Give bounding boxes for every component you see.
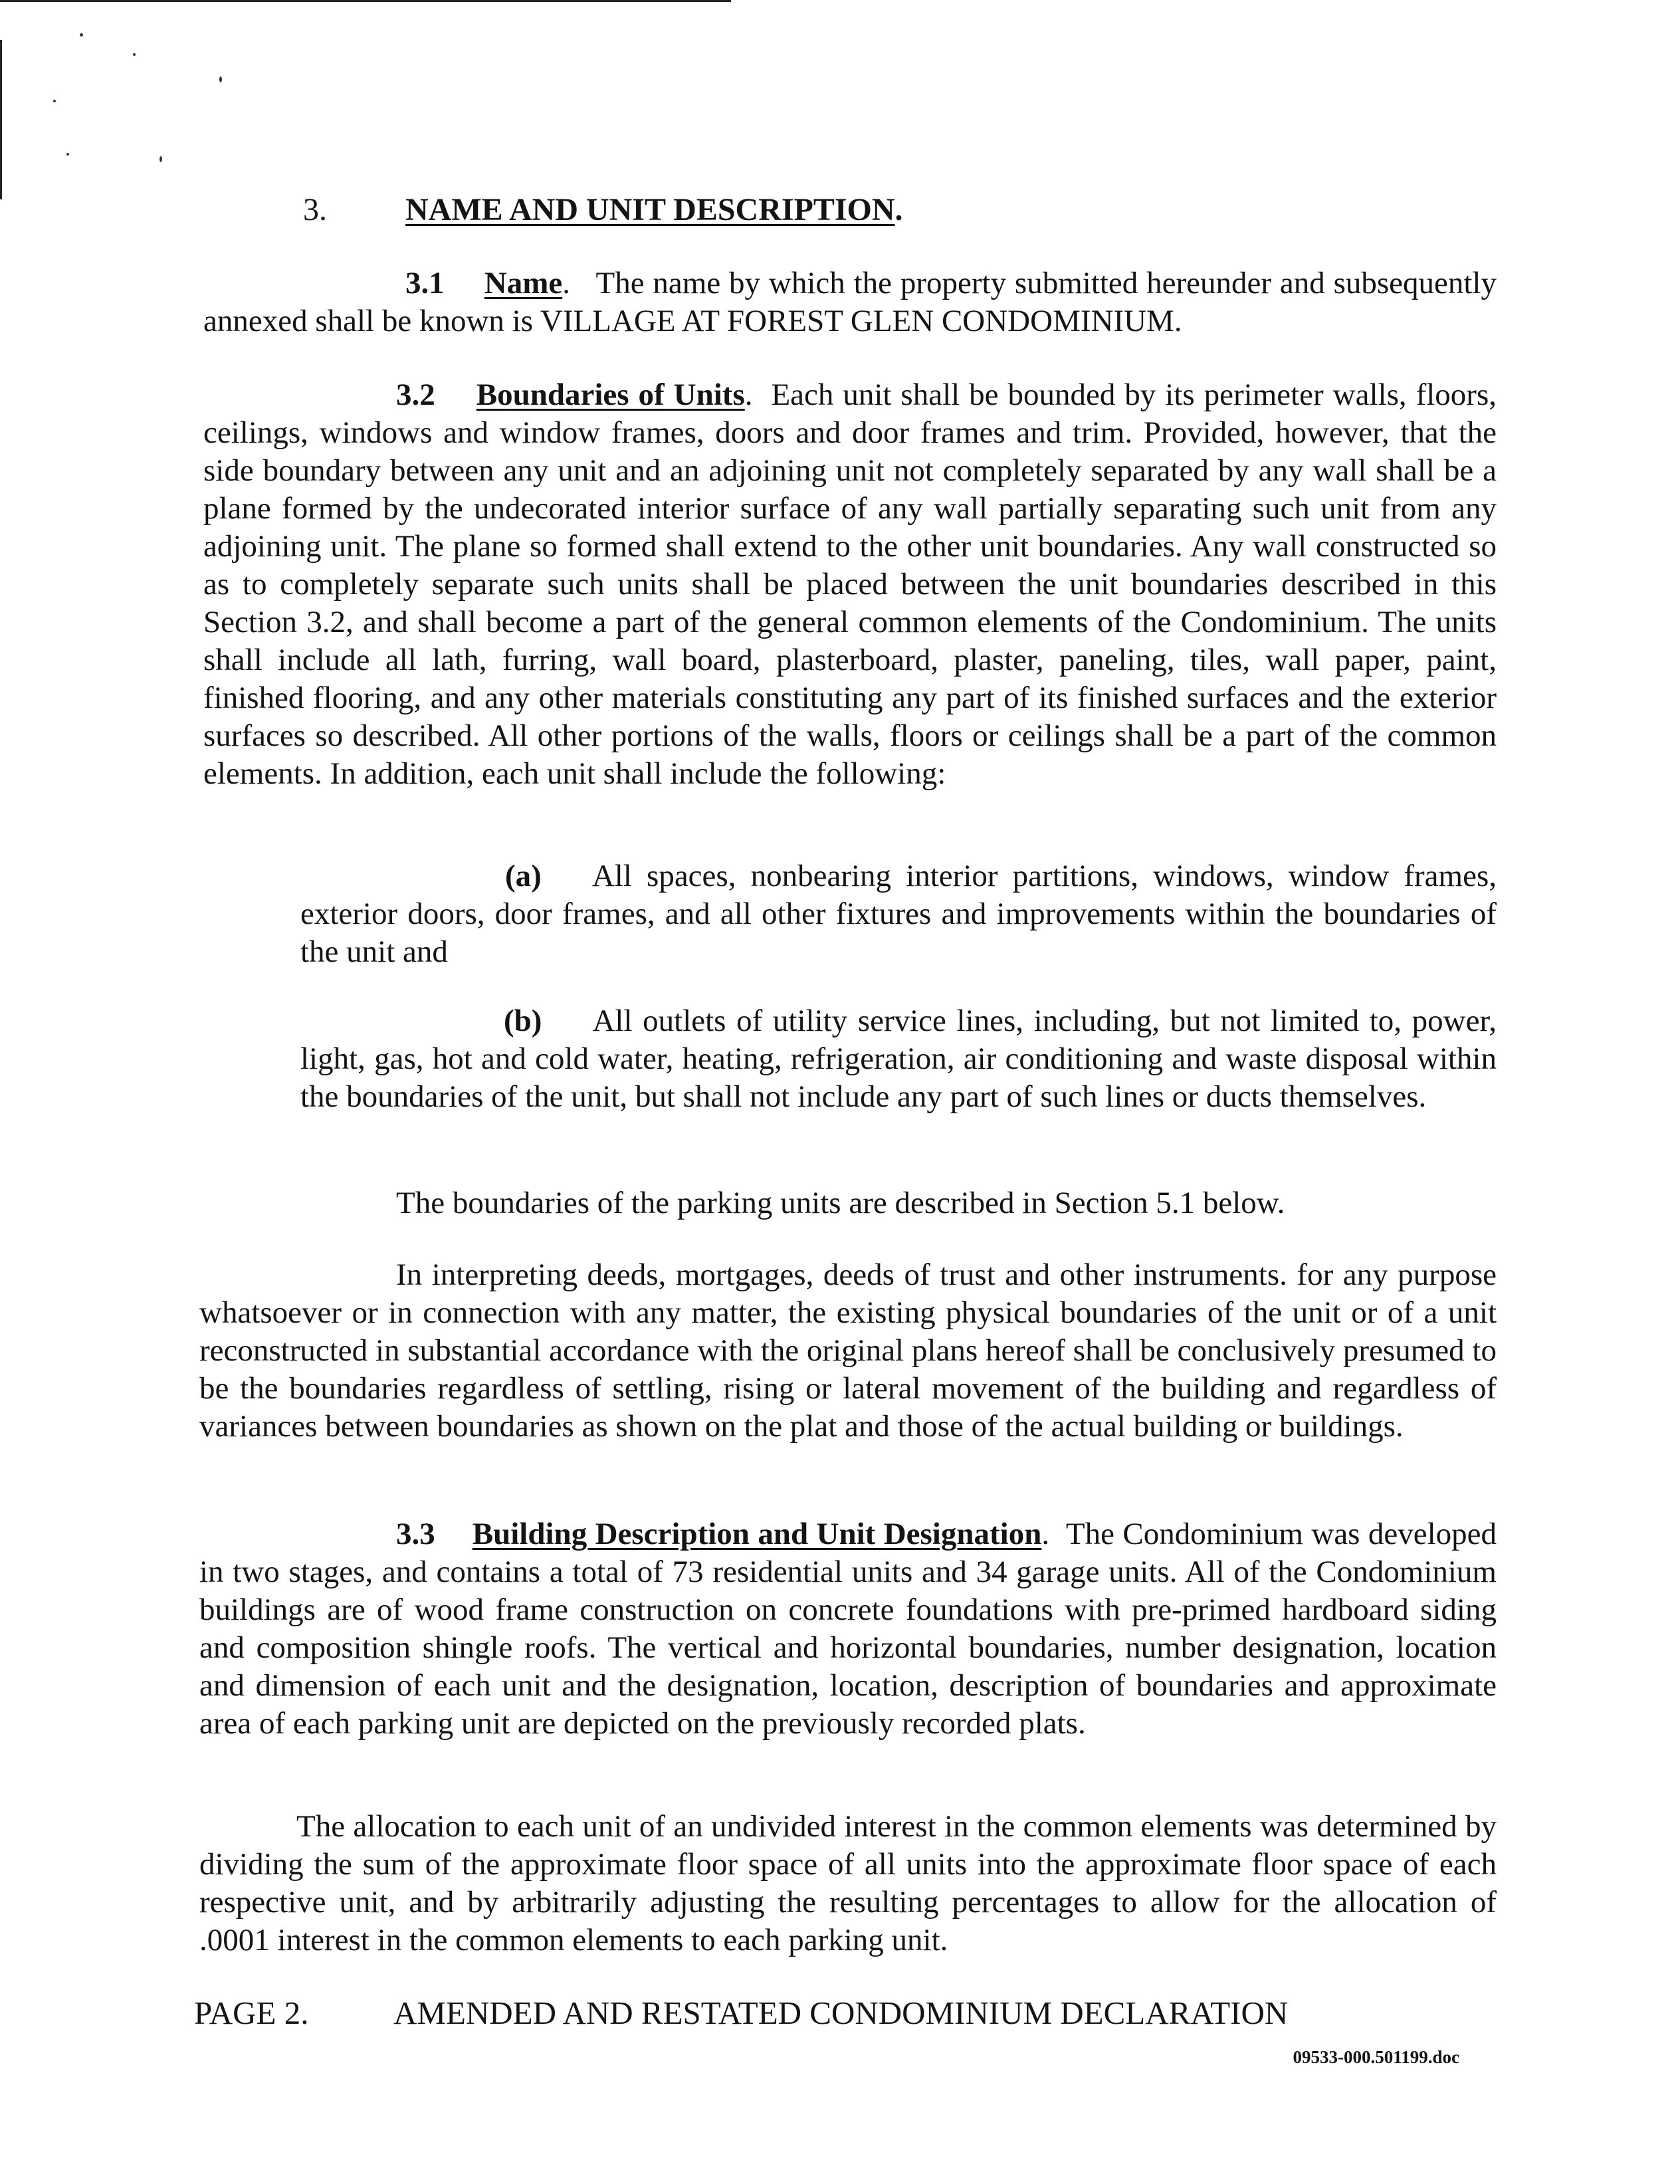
paragraph-interpreting: In interpreting deeds, mortgages, deeds of trust and other instruments. for any purpose whatsoever or in connection with any matter, the existing physical boundaries of the unit or of a unit reconstructed in substantial accordance with the original plans hereof shall be conclusively presumed to be the boundaries regardless of settling, rising or lateral movement of the building and regardless of variances between boundaries as shown on the plat and those of the actual building or buildings. — [199, 1257, 1497, 1444]
paragraph-3-3: 3.3 Building Description and Unit Designation. The Condominium was developed in two stages, and contains a total of 73 residential units and 34 garage units. All of the Condominium buildings are of wood frame construction on concrete foundations with pre-primed hardboard siding and composition shingle roofs. The vertical and horizontal boundaries, number designation, location and dimension of each unit and the designation, location, description of boundaries and approximate area of each parking unit are depicted on the previously recorded plats. — [199, 1517, 1497, 1741]
scan-speck — [66, 153, 69, 156]
paragraph-text: The name by which the property submitted hereunder and subsequently annexed shall be known is VILLAGE AT FOREST GLEN CONDOMINIUM. — [203, 266, 1497, 338]
scan-speck — [133, 53, 136, 56]
list-item-b — [300, 1002, 1497, 1116]
section-number: 3. — [303, 192, 327, 227]
list-item-text: All outlets of utility service lines, including, but not limited to, power, light, gas, hot and cold water, heating, refrigeration, air conditioning and waste disposal within the boundaries of the unit, but shall not include any part of such lines or ducts themselves. — [300, 1004, 1497, 1114]
paragraph-3-2: 3.2 Boundaries of Units. Each unit shall be bounded by its perimeter walls, floors, ceilings, windows and window frames, doors and door frames and trim. Provided, however, that the side boundary between any unit and an adjoining unit not completely separated by any wall shall be a plane formed by the undecorated interior surface of any wall partially separating such unit from any adjoining unit. The plane so formed shall extend to the other unit boundaries. Any wall constructed so as to completely separate such units shall be placed between the unit boundaries described in this Section 3.2, and shall become a part of the general common elements of the Condominium. The units shall include all lath, furring, wall board, plasterboard, plaster, paneling, tiles, wall paper, paint, finished flooring, and any other materials constituting any part of its finished surfaces and the exterior surfaces so described. All other portions of the walls, floors or ceilings shall be a part of the common elements. In addition, each unit shall include the following: — [203, 378, 1497, 791]
subsection-number: 3.3 — [396, 1517, 435, 1551]
paragraph-text: The Condominium was developed in two stages, and contains a total of 73 residential units and 34 garage units. All of the Condominium buildings are of wood frame construction on concrete foundations with pre-primed hardboard siding and composition shingle roofs. The vertical and horizontal boundaries, number designation, location and dimension of each unit and the designation, location, description of boundaries and approximate area of each parking unit are depicted on the previously recorded plats. — [199, 1517, 1497, 1741]
subsection-title: Boundaries of Units — [476, 378, 745, 412]
list-item-a — [300, 857, 1497, 971]
scan-speck — [159, 156, 162, 162]
subsection-title: Name — [484, 266, 563, 300]
paragraph-text: Each unit shall be bounded by its perimeter walls, floors, ceilings, windows and window frames, doors and door frames and trim. Provided, however, that the side boundary between any unit and an adjoining unit not completely separated by any wall shall be a plane formed by the undecorated interior surface of any wall partially separating such unit from any adjoining unit. The plane so formed shall extend to the other unit boundaries. Any wall constructed so as to completely separate such units shall be placed between the unit boundaries described in this Section 3.2, and shall become a part of the general common elements of the Condominium. The units shall include all lath, furring, wall board, plasterboard, plaster, paneling, tiles, wall paper, paint, finished flooring, and any other materials constituting any part of its finished surfaces and the exterior surfaces so described. All other portions of the walls, floors or ceilings shall be a part of the common elements. In addition, each unit shall include the following: — [203, 378, 1497, 791]
list-item-text: All spaces, nonbearing interior partitions, windows, window frames, exterior doors, door frames, and all other fixtures and improvements within the boundaries of the unit and — [300, 859, 1497, 969]
document-id: 09533-000.501199.doc — [1293, 2047, 1459, 2067]
paragraph-allocation: The allocation to each unit of an undivided interest in the common elements was determined by dividing the sum of the approximate floor space of all units into the approximate floor space of each respective unit, and by arbitrarily adjusting the resulting percentages to allow for the allocation of .0001 interest in the common elements to each parking unit. — [199, 1809, 1497, 1957]
section-title: NAME AND UNIT DESCRIPTION — [405, 192, 895, 227]
scan-speck — [80, 33, 83, 37]
list-item-label: (a) — [505, 859, 542, 893]
document-title: AMENDED AND RESTATED CONDOMINIUM DECLARATION — [393, 1995, 1289, 2031]
scan-speck — [219, 76, 222, 82]
subsection-number: 3.2 — [396, 378, 435, 412]
section-heading: 3. NAME AND UNIT DESCRIPTION. — [303, 192, 903, 227]
subsection-title: Building Description and Unit Designation — [472, 1517, 1042, 1551]
paragraph-3-1: 3.1 Name. The name by which the property submitted hereunder and subsequently annexed shall be known is VILLAGE AT FOREST GLEN CONDOMINIUM. — [203, 266, 1497, 338]
page-number: PAGE 2. — [194, 1995, 309, 2031]
parking-note: The boundaries of the parking units are described in Section 5.1 below. — [396, 1186, 1285, 1220]
scan-artifact-left-edge — [0, 40, 2, 199]
subsection-number: 3.1 — [405, 266, 445, 300]
scan-artifact-top-line — [0, 0, 731, 2]
list-item-label: (b) — [504, 1004, 542, 1038]
page-footer — [194, 1994, 1288, 2032]
scan-speck — [53, 100, 56, 102]
